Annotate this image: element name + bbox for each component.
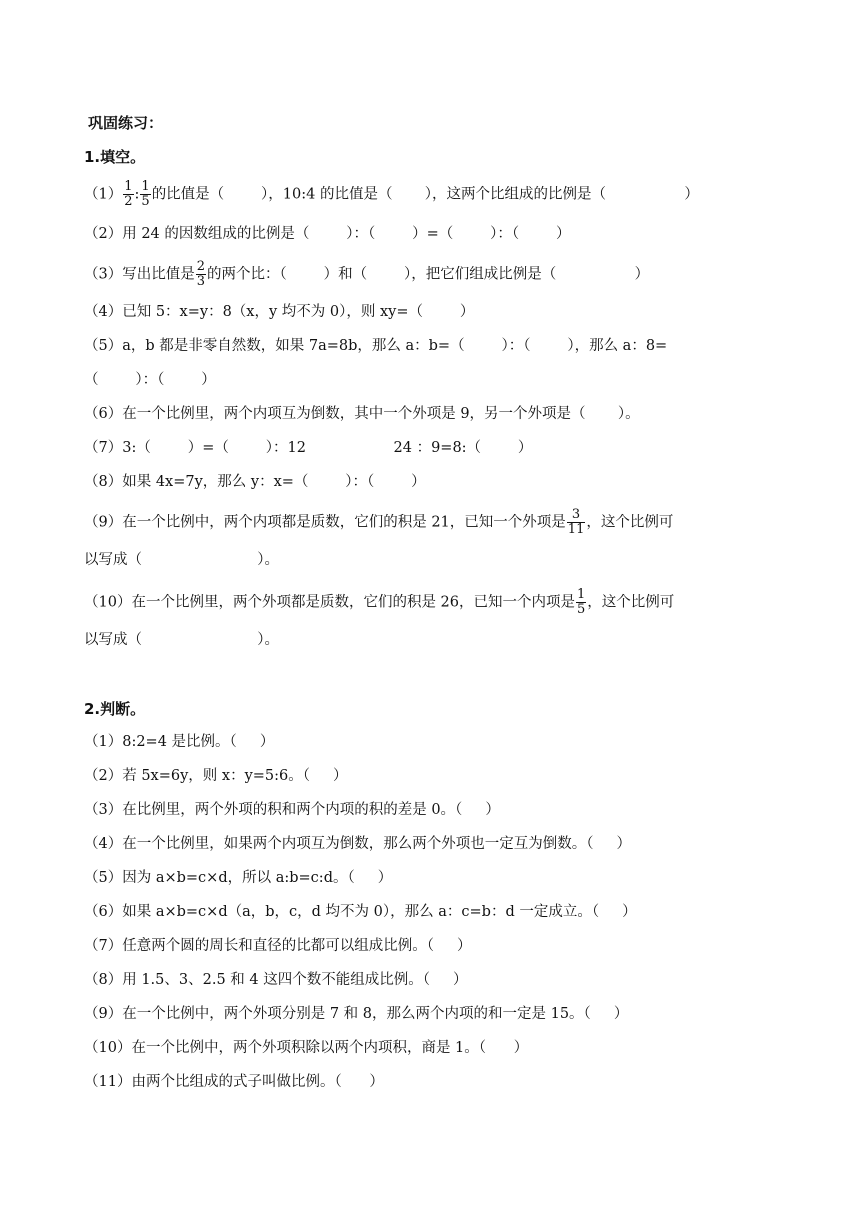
- section-1-heading: 1.填空。: [84, 148, 146, 166]
- question-1-5b: （ ）：（ ）: [84, 372, 216, 388]
- question-1-7: （7）3:（ ）=（ ）：12 24 ：9=8:（ ）: [84, 440, 533, 456]
- question-1-4: （4）已知 5：x=y：8（x，y 均不为 0），则 xy=（ ）: [84, 304, 475, 320]
- judge-item: （6）如果 a×b=c×d（a，b，c，d 均不为 0），那么 a：c=b：d 一定成立。（ ）: [84, 904, 637, 920]
- question-1-9: （9）在一个比例中，两个内项都是质数，它们的积是 21，已知一个外项是 $\frac{3}{11}$ ，这个比例可: [84, 507, 674, 537]
- question-1-1: （1） $\frac{1}{2}$ : $\frac{1}{5}$ 的比值是（ ），10:4 的比值是（ ），这两个比组成的比例是（ ）: [84, 179, 699, 209]
- judge-item: （1）8:2=4 是比例。（ ）: [84, 734, 275, 750]
- judge-item: （9）在一个比例中，两个外项分别是 7 和 8，那么两个内项的和一定是 15。（ ）: [84, 1006, 629, 1022]
- question-1-9b: 以写成（ ）。: [84, 552, 279, 568]
- question-1-6: （6）在一个比例里，两个内项互为倒数，其中一个外项是 9，另一个外项是（ ）。: [84, 406, 640, 422]
- judge-item: （10）在一个比例中，两个外项积除以两个内项积，商是 1。（ ）: [84, 1040, 529, 1056]
- question-1-3: （3）写出比值是 $\frac{2}{3}$ 的两个比：（ ）和（ ），把它们组成比例是（ ）: [84, 259, 650, 289]
- judge-item: （8）用 1.5、3、2.5 和 4 这四个数不能组成比例。（ ）: [84, 972, 468, 988]
- fraction-1-2: $\frac{1}{2}$: [124, 179, 133, 209]
- fraction-1-5b: $\frac{1}{5}$: [577, 587, 586, 617]
- judge-item: （5）因为 a×b=c×d，所以 a:b=c:d。（ ）: [84, 870, 393, 886]
- fraction-3-11: $\frac{3}{11}$: [567, 507, 585, 537]
- section-2-heading: 2.判断。: [84, 700, 146, 718]
- question-1-2: （2）用 24 的因数组成的比例是（ ）：（ ）=（ ）：（ ）: [84, 226, 571, 242]
- fraction-2-3: $\frac{2}{3}$: [196, 259, 206, 289]
- judge-item: （7）任意两个圆的周长和直径的比都可以组成比例。（ ）: [84, 938, 472, 954]
- judge-item: （3）在比例里，两个外项的积和两个内项的积的差是 0。（ ）: [84, 802, 500, 818]
- fraction-1-5: $\frac{1}{5}$: [141, 179, 150, 209]
- question-1-8: （8）如果 4x=7y，那么 y：x=（ ）：（ ）: [84, 474, 426, 490]
- judge-item: （2）若 5x=6y，则 x：y=5:6。（ ）: [84, 768, 348, 784]
- page-title: 巩固练习：: [88, 114, 164, 132]
- judge-item: （11）由两个比组成的式子叫做比例。（ ）: [84, 1074, 384, 1090]
- question-1-5a: （5）a，b 都是非零自然数，如果 7a=8b，那么 a：b=（ ）：（ ），那么 a：8=: [84, 338, 668, 354]
- question-1-10b: 以写成（ ）。: [84, 632, 279, 648]
- question-1-10: （10）在一个比例里，两个外项都是质数，它们的积是 26，已知一个内项是 $\frac{1}{5}$ ，这个比例可: [84, 587, 675, 617]
- judge-item: （4）在一个比例里，如果两个内项互为倒数，那么两个外项也一定互为倒数。（ ）: [84, 836, 632, 852]
